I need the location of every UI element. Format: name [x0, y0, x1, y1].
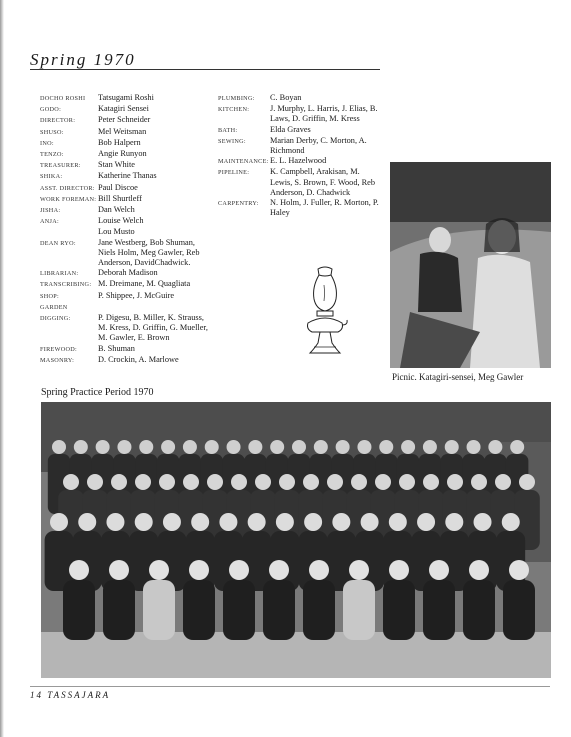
- roster-role: WORK FOREMAN:: [40, 195, 97, 203]
- roster-names: J. Murphy, L. Harris, J. Elias, B. Laws, D. Griffin, M. Kress: [270, 104, 378, 124]
- roster-names: Lou Musto: [98, 227, 135, 237]
- roster-role: TRANSCRIBING:: [40, 281, 92, 289]
- roster-role: MAINTENANCE:: [218, 158, 269, 166]
- roster-names: Angie Runyon: [98, 149, 147, 159]
- roster-names: Marian Derby, C. Morton, A. Richmond: [270, 135, 367, 156]
- roster-row: [40, 344, 208, 355]
- roster-role: ASST. DIRECTOR:: [40, 184, 95, 192]
- roster-names: P. Digesu, B. Miller, K. Strauss, M. Kress, D. Griffin, G. Mueller, M. Gawler, E. Brown: [98, 313, 208, 343]
- roster-role: CARPENTRY:: [218, 200, 259, 208]
- roster-names: Peter Schneider: [98, 115, 151, 125]
- roster-role: DEAN RYO:: [40, 239, 76, 247]
- roster-row: [218, 167, 380, 198]
- roster-row: [40, 171, 208, 182]
- roster-names: N. Holm, J. Fuller, R. Morton, P. Haley: [270, 198, 379, 218]
- roster-row: [218, 104, 380, 124]
- roster-names: D. Crockin, A. Marlowe: [98, 354, 179, 364]
- roster-names: Louise Welch: [98, 216, 144, 226]
- roster-row: [40, 104, 208, 115]
- roster-row: [40, 127, 208, 138]
- roster-role: FIREWOOD:: [40, 345, 78, 353]
- roster-names: Katagiri Sensei: [98, 104, 149, 114]
- roster-row: [218, 125, 380, 136]
- roster-role: JISHA:: [40, 207, 61, 215]
- roster-row: [218, 156, 380, 167]
- roster-role: BATH:: [218, 126, 238, 134]
- roster-names: P. Shippee, J. McGuire: [98, 290, 175, 300]
- roster-names: Bob Halpern: [98, 137, 141, 147]
- roster-role: SHIKA:: [40, 173, 63, 181]
- group-photo: [41, 402, 551, 678]
- group-photo-caption: Spring Practice Period 1970: [41, 387, 154, 398]
- roster-right: [218, 93, 380, 218]
- roster-role: SHOP:: [40, 292, 60, 300]
- roster-row: [40, 138, 208, 149]
- roster-row: [40, 115, 208, 126]
- roster-row: [40, 313, 208, 344]
- roster-names: Deborah Madison: [98, 268, 158, 278]
- roster-role: DIGGING:: [40, 315, 71, 323]
- roster-role: DOCHO ROSHI: [40, 95, 86, 102]
- roster-row: [40, 194, 208, 205]
- roster-names: E. L. Hazelwood: [270, 156, 327, 166]
- roster-role: MASONRY:: [40, 356, 75, 364]
- roster-row: [40, 355, 208, 366]
- roster-row: [40, 268, 208, 279]
- page-title: Spring 1970: [30, 50, 136, 69]
- roster-row: [218, 198, 380, 218]
- roster-left: [40, 93, 208, 366]
- roster-names: M. Dreimane, M. Quagliata: [98, 279, 191, 289]
- roster-role: TENZO:: [40, 151, 64, 159]
- roster-names: Jane Westberg, Bob Shuman, Niels Holm, Meg Gawler, Reb Anderson, DavidChadwick.: [98, 237, 200, 268]
- roster-row: [40, 238, 208, 269]
- roster-row: [40, 149, 208, 160]
- roster-role: TREASURER:: [40, 162, 81, 170]
- roster-role: SEWING:: [218, 137, 246, 145]
- roster-role: ANJA:: [40, 218, 60, 226]
- roster-role: PIPELINE:: [218, 169, 250, 177]
- roster-row: [40, 93, 208, 104]
- roster-row: [218, 136, 380, 156]
- roster-row: [218, 93, 380, 104]
- page-folio: 14 TASSAJARA: [30, 690, 111, 700]
- footer-rule: [30, 686, 550, 687]
- roster-row: [40, 205, 208, 216]
- roster-row: [40, 291, 208, 302]
- roster-role: KITCHEN:: [218, 106, 250, 114]
- roster-names: Stan White: [98, 160, 135, 170]
- roster-names: [98, 302, 208, 313]
- roster-role: GARDEN: [40, 303, 68, 311]
- roster-names: C. Boyan: [270, 93, 302, 102]
- picnic-photo: [390, 162, 551, 368]
- roster-row: [40, 216, 208, 227]
- roster-names: Tatsugami Roshi: [98, 93, 154, 102]
- roster-names: Dan Welch: [98, 205, 135, 215]
- roster-row: [40, 302, 208, 313]
- page-edge: [0, 0, 4, 737]
- roster-names: B. Shuman: [98, 343, 135, 353]
- roster-role: INO:: [40, 139, 54, 147]
- roster-names: Mel Weitsman: [98, 126, 147, 136]
- roster-names: Bill Shurtleff: [98, 193, 142, 203]
- roster-names: Paul Discoe: [98, 182, 138, 192]
- roster-role: PLUMBING:: [218, 95, 255, 102]
- roster-row: [40, 183, 208, 194]
- roster-role: LIBRARIAN:: [40, 270, 79, 278]
- roster-row: [40, 227, 208, 237]
- roster-names: Elda Graves: [270, 124, 311, 134]
- roster-names: Katherine Thanas: [98, 171, 157, 181]
- roster-role: SHUSO:: [40, 128, 64, 136]
- picnic-caption: Picnic. Katagiri-sensei, Meg Gawler: [392, 372, 524, 382]
- oil-lamp-icon: [300, 265, 350, 360]
- roster-role: DIRECTOR:: [40, 117, 76, 125]
- roster-names: K. Campbell, Arakisan, M. Lewis, S. Brown, F. Wood, Reb Anderson, D. Chadwick: [270, 167, 375, 197]
- roster-role: GODO:: [40, 106, 62, 114]
- roster-role: [40, 227, 98, 237]
- title-rule: [30, 69, 380, 70]
- roster-row: [40, 279, 208, 290]
- roster-row: [40, 160, 208, 171]
